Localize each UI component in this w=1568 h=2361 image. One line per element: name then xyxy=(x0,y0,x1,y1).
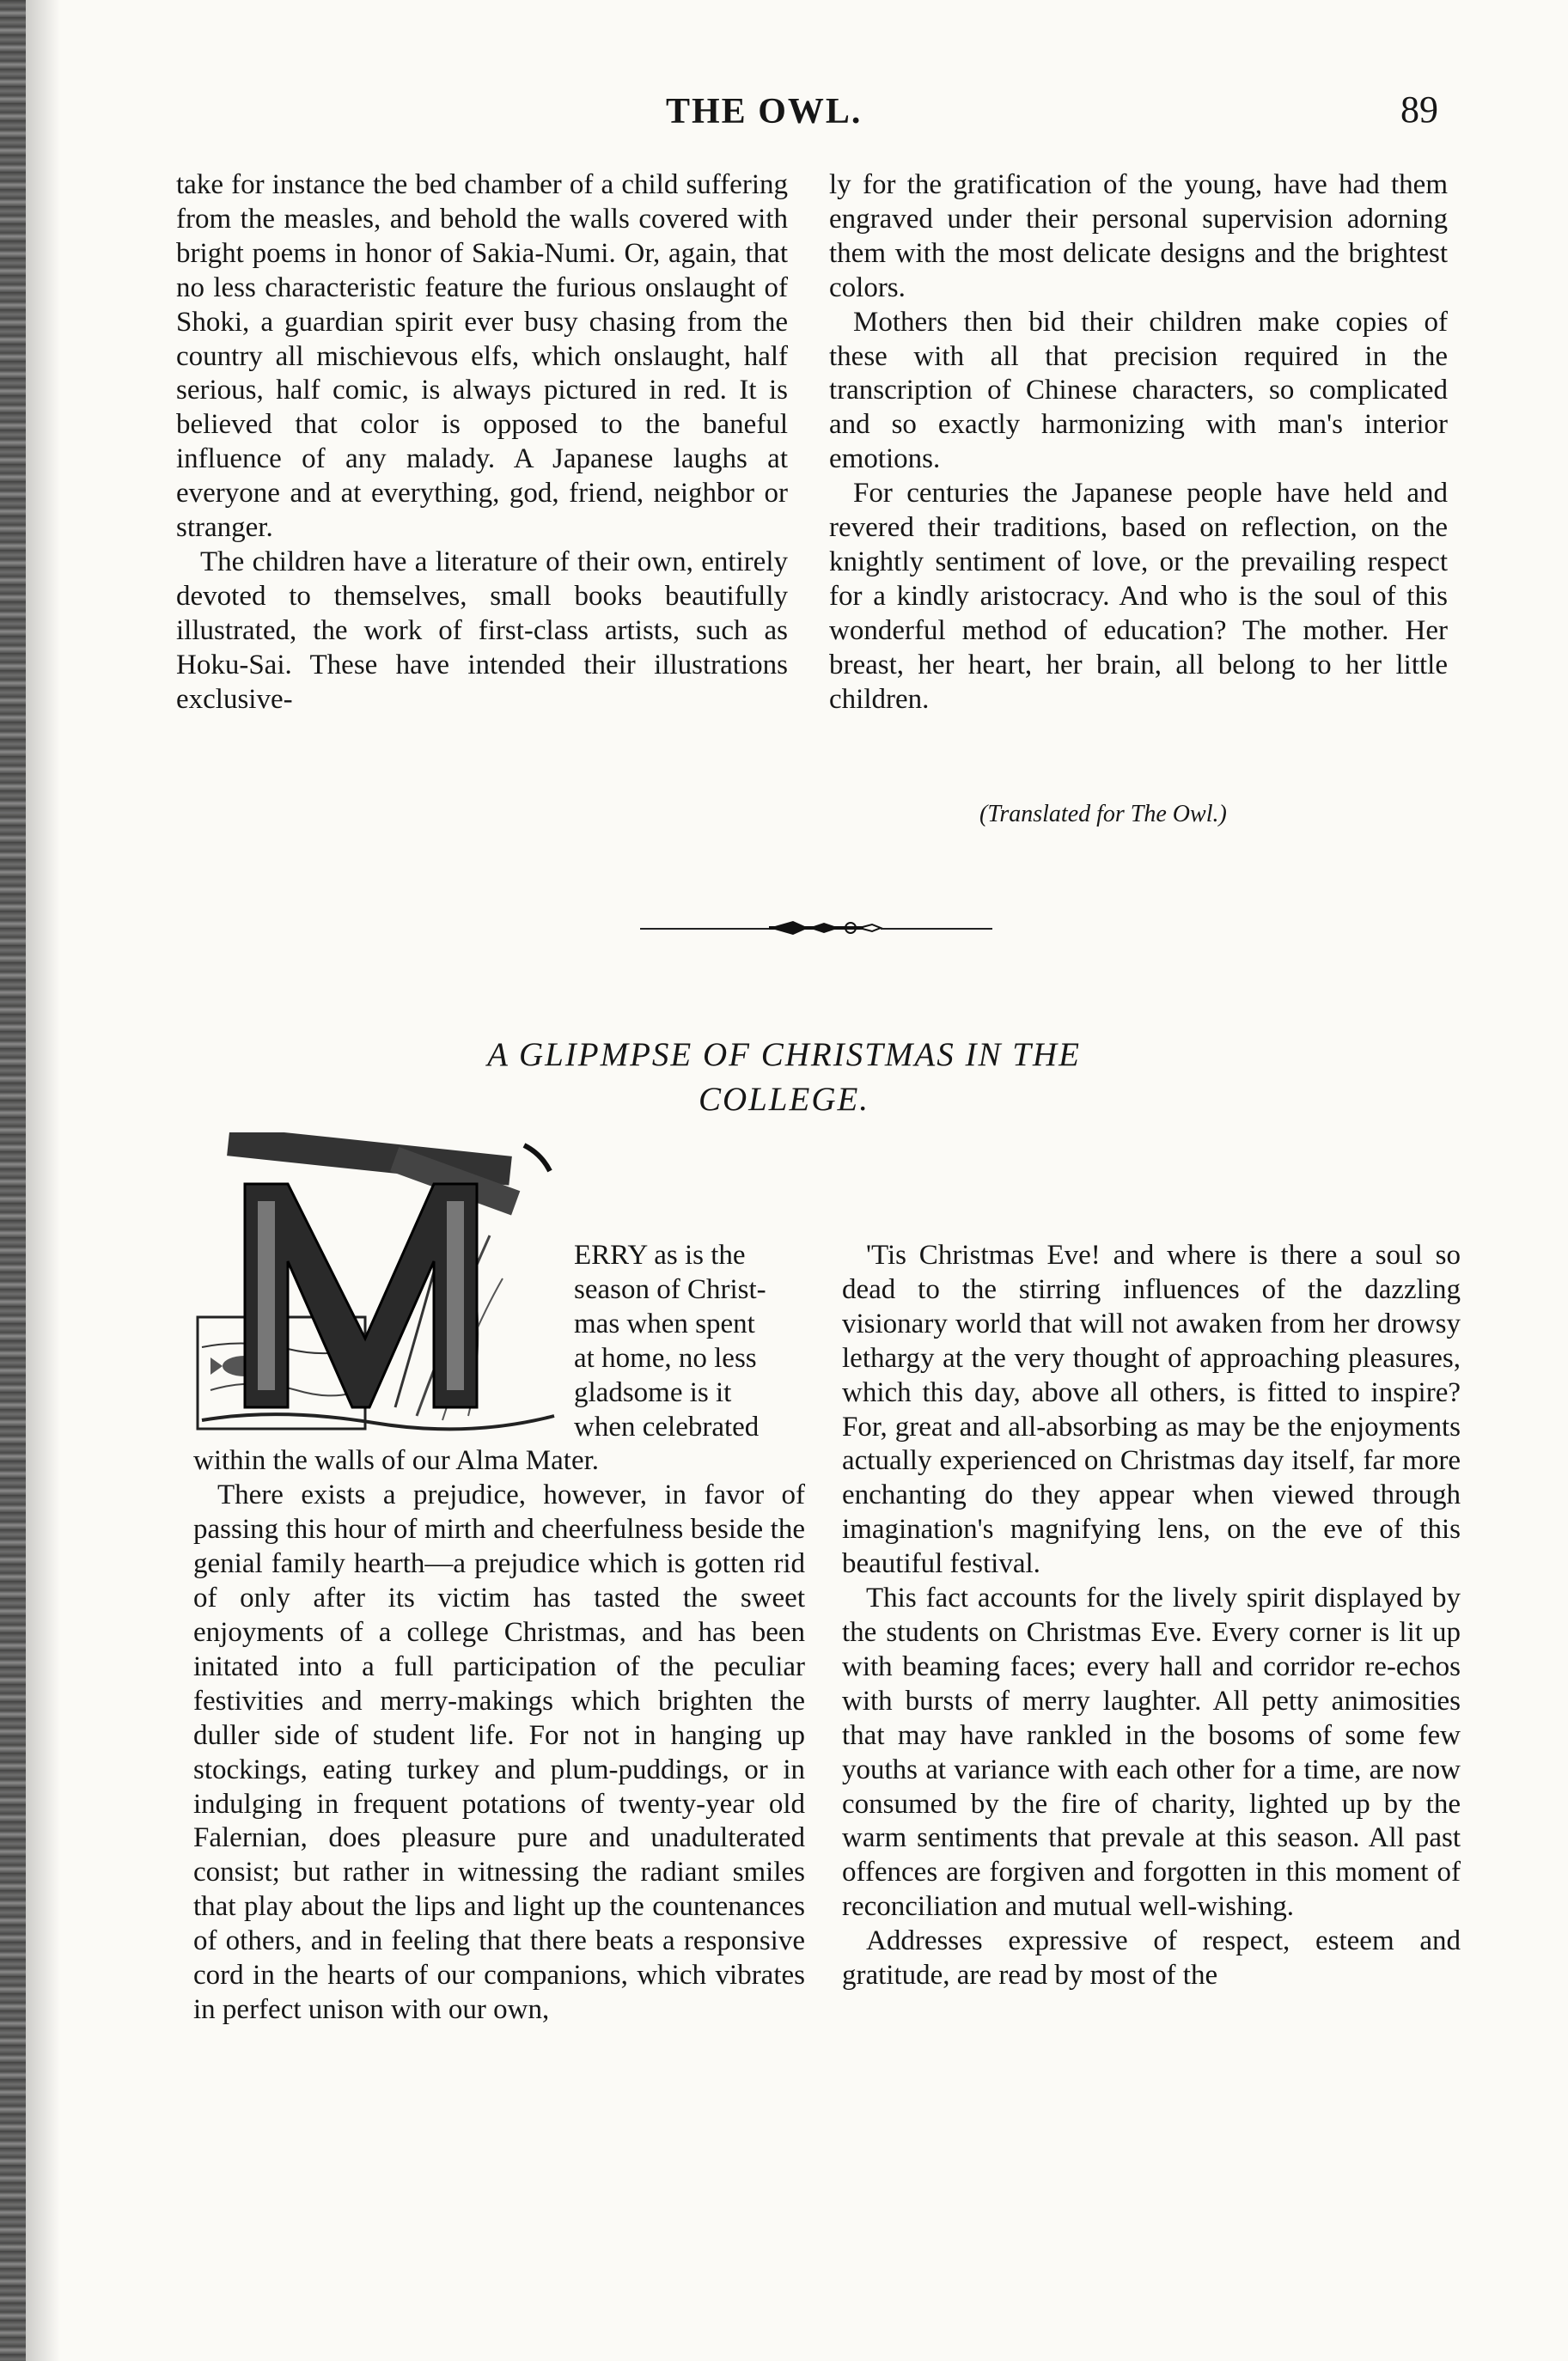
paragraph: This fact accounts for the lively spirit displayed by the students on Christmas Eve. Every corner is lit up with beaming faces; every hall and corridor re-echos with bursts of merry laughter. All petty animosities that may have rankled in the bosoms of some few youths at variance with each other for a time, are now consumed by the fire of charity, lighted up by the warm sentiments that prevale at this season. All past offences are forgiven and forgotten in this moment of reconciliation and mutual well-wishing. xyxy=(842,1583,1461,1923)
gutter-shadow xyxy=(26,0,60,2361)
running-head xyxy=(0,82,1568,143)
paragraph: There exists a prejudice, however, in favor of passing this hour of mirth and cheerfulness beside the genial family hearth—a prejudice which is gotten rid of only after its victim has tasted the sweet enjoyments of a college Christmas, and has been initated into a full participation of the peculiar festivities and merry-makings which brighten the duller side of student life. For not in hanging up stockings, eating turkey and plum-puddings, or in indulging in frequent potations of twenty-year old Falernian, does pleasure pure and unadulterated consist; but rather in witnessing the radiant smiles that play about the lips and light up the countenances of others, and in feeling that there beats a responsive cord in the hearts of our companions, which vibrates in perfect unison with our own, xyxy=(193,1479,805,2025)
dropcap-wrap-line: at home, no less xyxy=(574,1342,757,1374)
dropcap-wrap-line: season of Christ- xyxy=(574,1273,766,1305)
paragraph: take for instance the bed chamber of a child suffering from the measles, and behold the walls covered with bright poems in honor of Sakia-Numi. Or, again, that no less characteristic feature the furious onslaught of Shoki, a guardian spirit ever busy chasing from the country all mischievous elfs, which onslaught, half serious, half comic, is always pictured in red. It is believed that color is opposed to the baneful influence of any malady. A Japanese laughs at everyone and at everything, god, friend, neighbor or stranger. xyxy=(176,169,788,544)
journal-title: THE OWL. xyxy=(666,92,863,131)
dropcap-wrap-line: mas when spent xyxy=(574,1308,755,1339)
article-left-column xyxy=(193,1239,805,2028)
dropcap-letter: M xyxy=(365,1304,366,1305)
paragraph: within the walls of our Alma Mater. xyxy=(193,1445,600,1477)
translation-credit: (Translated for The Owl.) xyxy=(979,801,1227,827)
previous-article-right-column xyxy=(829,168,1448,717)
dropcap-wrap-line: gladsome is it xyxy=(574,1376,732,1408)
section-divider-ornament xyxy=(640,911,992,945)
paragraph: For centuries the Japanese people have held and revered their traditions, based on reflection, on the knightly sentiment of love, or the prevailing respect for a kindly aristocracy. And who is the soul of this wonderful method of education? The mother. Her breast, her heart, her brain, all belong to her little children. xyxy=(829,478,1448,715)
paragraph: 'Tis Christmas Eve! and where is there a soul so dead to the stirring influences of the dazzling visionary world that will not awaken from her drowsy lethargy at the very thought of approaching pleasures, which this day, above all others, is fitted to inspire? For, great and all-absorbing as may be the enjoyments actually experienced on Christmas day itself, far more enchanting do they appear when viewed through imagination's magnifying lens, on the eve of this beautiful festival. xyxy=(842,1240,1461,1580)
paragraph: Mothers then bid their children make copies of these with all that precision required in the transcription of Chinese characters, so complicated and so exactly harmonizing with man's interior emotions. xyxy=(829,306,1448,475)
paragraph: Addresses expressive of respect, esteem and gratitude, are read by most of the xyxy=(842,1925,1461,1992)
dropcap-wrap-line: ERRY as is the xyxy=(574,1240,746,1271)
article-title xyxy=(258,1033,1310,1122)
paragraph: The children have a literature of their own, entirely devoted to themselves, small books beautifully illustrated, the work of first-class artists, such as Hoku-Sai. These have intended their illustrations exclusive- xyxy=(176,546,788,715)
paragraph: ly for the gratification of the young, have had them engraved under their personal supervision adorning them with the most delicate designs and the brightest colors. xyxy=(829,169,1448,303)
article-title-line: A GLIPMPSE OF CHRISTMAS IN THE xyxy=(487,1036,1081,1073)
page-number: 89 xyxy=(1400,88,1438,131)
book-binding-edge xyxy=(0,0,26,2361)
article-title-line: COLLEGE. xyxy=(698,1081,870,1118)
dropcap-wrap-line: when celebrated xyxy=(574,1411,760,1443)
previous-article-left-column xyxy=(176,168,788,717)
article-right-column xyxy=(842,1239,1461,1993)
